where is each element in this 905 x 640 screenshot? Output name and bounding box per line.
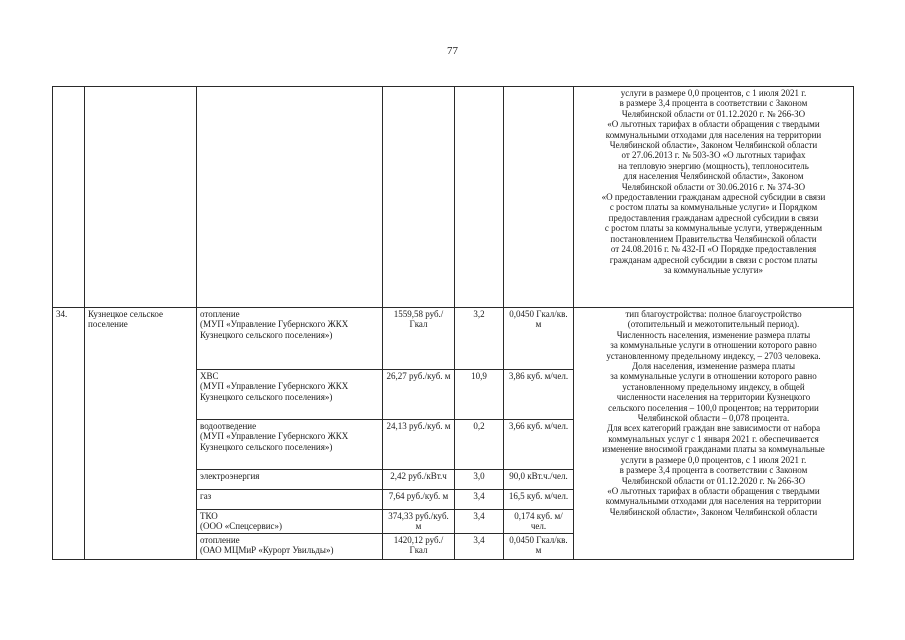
service-name: отопление: [200, 535, 240, 545]
entry-description: [574, 308, 854, 560]
description-line: предоставления гражданам адресной субсидии в связи: [608, 212, 819, 223]
description-line: на тепловую энергию (мощность), теплоноситель: [618, 160, 809, 171]
description-line: Численность населения, изменение размера платы: [616, 329, 811, 340]
tariff-cell: 1559,58 руб./Гкал: [383, 308, 455, 370]
service-provider: (МУП «Управление Губернского ЖКХ Кузнецкого сельского поселения»): [200, 381, 349, 402]
norm-cell: 0,174 куб. м/чел.: [504, 510, 574, 534]
service-provider: (МУП «Управление Губернского ЖКХ Кузнецкого сельского поселения»): [200, 319, 349, 340]
description-line: от 27.06.2013 г. № 503-ЗО «О льготных тарифах: [621, 150, 806, 161]
norm-cell: 0,0450 Гкал/кв. м: [504, 308, 574, 370]
description-line: (отопительный и межотопительный период).: [627, 319, 800, 330]
tariff-cell: 374,33 руб./куб. м: [383, 510, 455, 534]
service-cell: [197, 370, 383, 420]
description-line: численности населения на территории Кузнецкого: [616, 392, 811, 403]
description-line: коммунальных услуг с 1 января 2021 г. обеспечивается: [608, 433, 819, 444]
service-cell: [197, 308, 383, 370]
page-number: 77: [447, 45, 458, 57]
service-name: газ: [200, 491, 212, 501]
description-line: в размере 3,4 процента в соответствии с Законом: [619, 98, 808, 109]
service-cell: [197, 510, 383, 534]
description-line: постановлением Правительства Челябинской области: [610, 233, 817, 244]
index-cell: 3,2: [455, 308, 504, 370]
norm-cell: 3,66 куб. м/чел.: [504, 420, 574, 470]
description-line: коммунальными отходами для населения на территории: [605, 496, 822, 507]
description-line: установленному предельному индексу, – 2703 человека.: [606, 350, 821, 361]
continuation-service-cell: [197, 87, 383, 308]
entry-number: 34.: [53, 308, 85, 560]
service-name: ТКО: [200, 511, 218, 521]
continuation-number-cell: [53, 87, 85, 308]
description-line: «О льготных тарифах в области обращения с твердыми: [607, 485, 820, 496]
description-line: Челябинской области», Законом Челябинской области: [609, 506, 818, 517]
description-line: Челябинской области от 30.06.2016 г. № 374-ЗО: [621, 181, 806, 192]
service-cell: [197, 420, 383, 470]
description-line: «О предоставлении гражданам адресной субсидии в связи: [601, 192, 826, 203]
description-line: за коммунальные услуги в отношении которого равно: [610, 371, 817, 382]
tariff-cell: 7,64 руб./куб. м: [383, 490, 455, 510]
index-cell: 10,9: [455, 370, 504, 420]
description-line: в размере 3,4 процента в соответствии с Законом: [619, 465, 808, 476]
index-cell: 0,2: [455, 420, 504, 470]
service-cell: [197, 470, 383, 490]
index-cell: 3,4: [455, 534, 504, 560]
description-line: Для всех категорий граждан вне зависимости от набора: [606, 423, 821, 434]
description-line: Доля населения, изменение размера платы: [631, 361, 796, 372]
tariff-cell: 24,13 руб./куб. м: [383, 420, 455, 470]
norm-cell: 16,5 куб. м/чел.: [504, 490, 574, 510]
service-cell: [197, 534, 383, 560]
service-provider: (ОАО МЦМиР «Курорт Увильды»): [200, 545, 334, 556]
description-line: коммунальными отходами для населения на территории: [605, 129, 822, 140]
index-cell: 3,4: [455, 510, 504, 534]
description-line: услуги в размере 0,0 процентов, с 1 июля 2021 г.: [620, 88, 807, 98]
tariff-cell: 26,27 руб./куб. м: [383, 370, 455, 420]
service-provider: (ООО «Спецсервис»): [200, 521, 283, 532]
service-name: электроэнергия: [200, 471, 260, 481]
tariff-cell: 1420,12 руб./Гкал: [383, 534, 455, 560]
settlement-name: Кузнецкое сельское поселение: [85, 308, 197, 560]
description-line: за коммунальные услуги»: [663, 264, 764, 275]
norm-cell: 0,0450 Гкал/кв. м: [504, 534, 574, 560]
continuation-description: [574, 87, 854, 308]
continuation-norm-cell: [504, 87, 574, 308]
description-line: тип благоустройства: полное благоустройство: [625, 309, 802, 319]
description-line: гражданам адресной субсидии в связи с ростом платы: [609, 254, 818, 265]
description-line: Челябинской области от 01.12.2020 г. № 266-ЗО: [621, 475, 806, 486]
service-name: водоотведение: [200, 421, 257, 431]
table-body: [53, 87, 854, 560]
description-line: Челябинской области от 01.12.2020 г. № 266-ЗО: [621, 108, 806, 119]
description-line: с ростом платы за коммунальные услуги, утвержденным: [604, 223, 823, 234]
service-cell: [197, 490, 383, 510]
service-name: ХВС: [200, 371, 219, 381]
description-line: сельского поселения – 100,0 процентов; на территории: [608, 402, 819, 413]
tariff-table: [52, 86, 854, 560]
description-line: от 24.08.2016 г. № 432-П «О Порядке предоставления: [610, 244, 817, 255]
description-line: за коммунальные услуги в отношении которого равно: [610, 340, 817, 351]
description-line: Челябинской области», Законом Челябинской области: [609, 140, 818, 151]
norm-cell: 90,0 кВт.ч./чел.: [504, 470, 574, 490]
continuation-row: [53, 87, 854, 308]
continuation-index-cell: [455, 87, 504, 308]
description-line: с ростом платы за коммунальные услуги» и Порядком: [609, 202, 818, 213]
description-line: для населения Челябинской области», Законом: [623, 171, 804, 182]
service-provider: (МУП «Управление Губернского ЖКХ Кузнецкого сельского поселения»): [200, 431, 349, 452]
description-line: «О льготных тарифах в области обращения с твердыми: [607, 119, 820, 130]
description-line: услуги в размере 0,0 процентов, с 1 июля 2021 г.: [620, 454, 807, 465]
continuation-tariff-cell: [383, 87, 455, 308]
continuation-settlement-cell: [85, 87, 197, 308]
index-cell: 3,4: [455, 490, 504, 510]
description-line: изменение вносимой гражданами платы за коммунальные: [602, 444, 825, 455]
service-name: отопление: [200, 309, 240, 319]
description-line: установленному предельному индексу, в общей: [622, 381, 805, 392]
norm-cell: 3,86 куб. м/чел.: [504, 370, 574, 420]
tariff-cell: 2,42 руб./кВт.ч: [383, 470, 455, 490]
index-cell: 3,0: [455, 470, 504, 490]
description-line: Челябинской области – 0,078 процента.: [637, 413, 790, 424]
service-row: [53, 308, 854, 370]
